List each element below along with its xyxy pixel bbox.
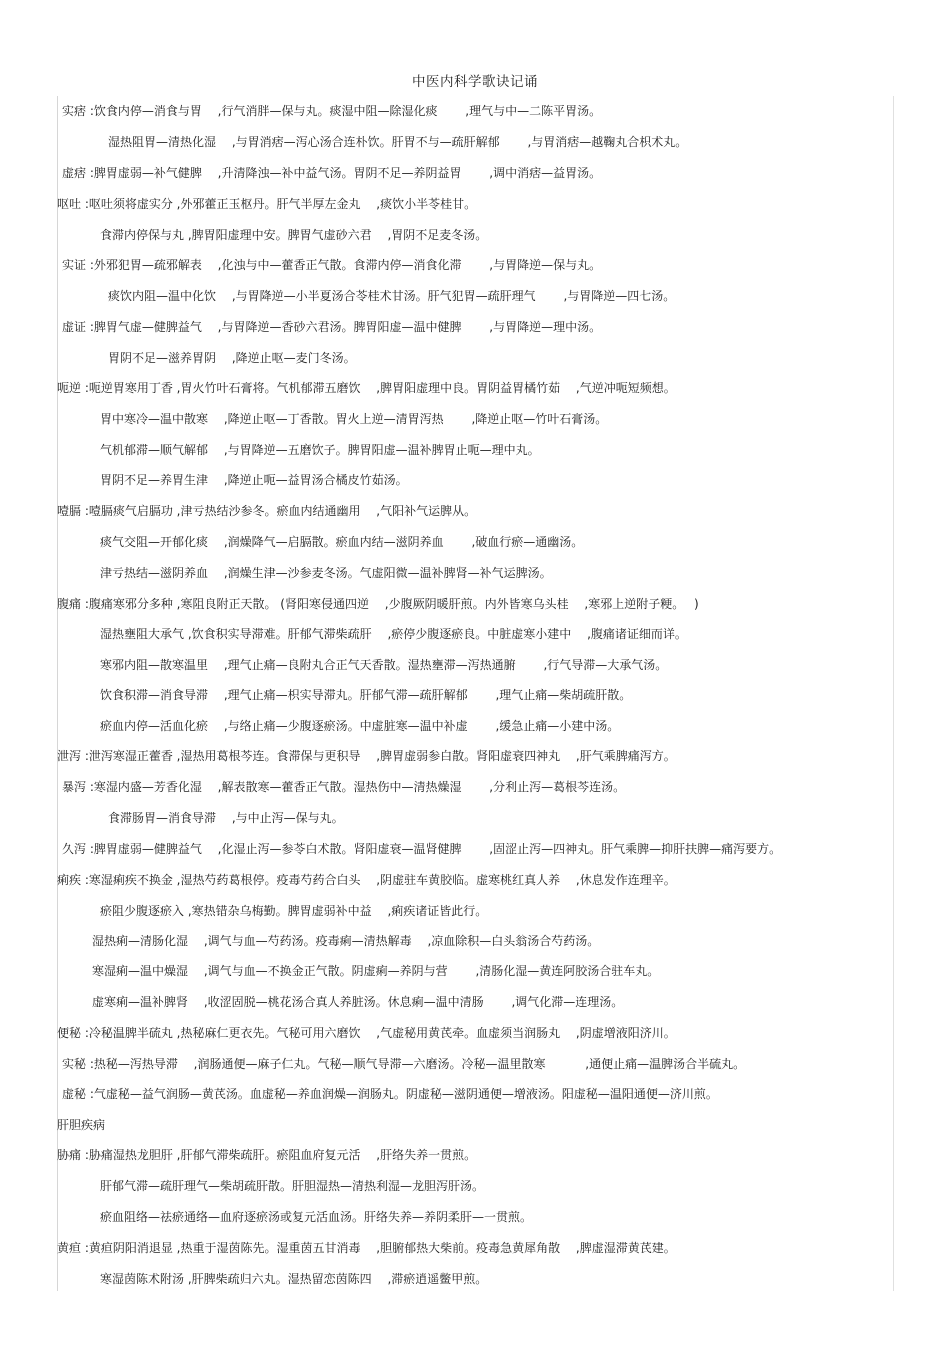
text-line: 寒邪内阻—散寒温里 ,理气止痛—良附丸合正气天香散。湿热壅滞—泻热通腑 ,行气导滞—大承气汤。: [100, 658, 668, 672]
text-line: 痢疾 :寒湿痢疾不换金 ,湿热芍药葛根停。疫毒芍药合白头 ,阴虚驻车黄胶临。虚寒桃红真人养 ,休息发作连理辛。: [57, 873, 676, 887]
text-line: 津亏热结—滋阴养血 ,润燥生津—沙参麦冬汤。气虚阳微—温补脾肾—补气运脾汤。: [100, 566, 552, 580]
text-line: 痰饮内阻—温中化饮 ,与胃降逆—小半夏汤合苓桂术甘汤。肝气犯胃—疏肝理气 ,与胃降逆—四七汤。: [108, 289, 676, 303]
text-line: 暴泻 :寒湿内盛—芳香化湿 ,解表散寒—藿香正气散。湿热伤中—清热燥湿 ,分利止泻—葛根芩连汤。: [62, 780, 626, 794]
text-line: 气机郁滞—顺气解郁 ,与胃降逆—五磨饮子。脾胃阳虚—温补脾胃止呃—理中丸。: [100, 443, 540, 457]
text-line: 胃阴不足—养胃生津 ,降逆止呃—益胃汤合橘皮竹茹汤。: [100, 473, 408, 487]
text-line: 肝郁气滞—疏肝理气—柴胡疏肝散。肝胆湿热—清热利湿—龙胆泻肝汤。: [100, 1179, 485, 1193]
text-line: 泄泻 :泄泻寒湿正藿香 ,湿热用葛根芩连。食滞保与更积导 ,脾胃虚弱参白散。肾阳虚衰四神丸 ,肝气乘脾痛泻方。: [57, 749, 676, 763]
text-line: 寒湿茵陈术附汤 ,肝脾柴疏归六丸。湿热留恋茵陈四 ,滞瘀逍遥鳖甲煎。: [100, 1272, 488, 1286]
text-line: 湿热痢—清肠化湿 ,调气与血—芍药汤。疫毒痢—清热解毒 ,凉血除积—白头翁汤合芍药汤。: [92, 934, 600, 948]
text-line: 食滞肠胃—消食导滞 ,与中止泻—保与丸。: [108, 811, 344, 825]
text-line: 瘀血内停—活血化瘀 ,与络止痛—少腹逐瘀汤。中虚脏寒—温中补虚 ,缓急止痛—小建中汤。: [100, 719, 620, 733]
page-title: 中医内科学歌诀记诵: [412, 74, 538, 90]
text-line: 腹痛 :腹痛寒邪分多种 ,寒阻良附正天散。 (肾阳寒侵通四逆 ,少腹厥阴暖肝煎。内外皆寒乌头桂 ,寒邪上逆附子粳。 ): [57, 597, 699, 611]
text-line: 呃逆 :呃逆胃寒用丁香 ,胃火竹叶石膏将。气机郁滞五磨饮 ,脾胃阳虚理中良。胃阴益胃橘竹茹 ,气逆冲呃短频想。: [57, 381, 676, 395]
text-line: 胁痛 :胁痛湿热龙胆肝 ,肝郁气滞柴疏肝。瘀阻血府复元活 ,肝络失养一贯煎。: [57, 1148, 477, 1162]
text-line: 实证 :外邪犯胃—疏邪解表 ,化浊与中—藿香正气散。食滞内停—消食化滞 ,与胃降逆—保与丸。: [62, 258, 602, 272]
text-line: 虚痞 :脾胃虚弱—补气健脾 ,升清降浊—补中益气汤。胃阴不足—养阴益胃 ,调中消痞—益胃汤。: [62, 166, 602, 180]
text-line: 胃阴不足—滋养胃阴 ,降逆止呕—麦门冬汤。: [108, 351, 356, 365]
text-line: 噎膈 :噎膈痰气启膈功 ,津亏热结沙参冬。瘀血内结通幽用 ,气阳补气运脾从。: [57, 504, 477, 518]
text-line: 虚证 :脾胃气虚—健脾益气 ,与胃降逆—香砂六君汤。脾胃阳虚—温中健脾 ,与胃降逆—理中汤。: [62, 320, 602, 334]
text-line: 实秘 :热秘—泻热导滞 ,润肠通便—麻子仁丸。气秘—顺气导滞—六磨汤。冷秘—温里散寒 ,通便止痛—温脾汤合半硫丸。: [62, 1057, 746, 1071]
text-line: 呕吐 :呕吐须将虚实分 ,外邪藿正玉枢丹。肝气半厚左金丸 ,痰饮小半苓桂甘。: [57, 197, 477, 211]
text-line: 饮食积滞—消食导滞 ,理气止痛—枳实导滞丸。肝郁气滞—疏肝解郁 ,理气止痛—柴胡疏肝散。: [100, 688, 632, 702]
text-line: 实痞 :饮食内停—消食与胃 ,行气消胖—保与丸。痰湿中阻—除湿化痰 ,理气与中—二陈平胃汤。: [62, 104, 602, 118]
text-line: 湿热阻胃—清热化湿 ,与胃消痞—泻心汤合连朴饮。肝胃不与—疏肝解郁 ,与胃消痞—越鞠丸合枳术丸。: [108, 135, 688, 149]
text-line: 便秘 :冷秘温脾半硫丸 ,热秘麻仁更衣先。气秘可用六磨饮 ,气虚秘用黄芪牵。血虚须当润肠丸 ,阴虚增液阳济川。: [57, 1026, 676, 1040]
text-line: 久泻 :脾胃虚弱—健脾益气 ,化湿止泻—参苓白术散。肾阳虚衰—温肾健脾 ,固涩止泻—四神丸。肝气乘脾—抑肝扶脾—痛泻要方。: [62, 842, 782, 856]
text-line: 痰气交阻—开郁化痰 ,润燥降气—启膈散。瘀血内结—滋阴养血 ,破血行瘀—通幽汤。: [100, 535, 584, 549]
text-line: 虚秘 :气虚秘—益气润肠—黄芪汤。血虚秘—养血润燥—润肠丸。阴虚秘—滋阴通便—增液汤。阳虚秘—温阳通便—济川煎。: [62, 1087, 718, 1101]
text-line: 黄疸 :黄疸阴阳消退显 ,热重于湿茵陈先。湿重茵五甘消毒 ,胆腑郁热大柴前。疫毒急黄犀角散 ,脾虚湿滞黄芪建。: [57, 1241, 676, 1255]
text-line: 胃中寒冷—温中散寒 ,降逆止呕—丁香散。胃火上逆—清胃泻热 ,降逆止呕—竹叶石膏汤。: [100, 412, 608, 426]
text-line: 瘀阻少腹逐瘀入 ,寒热错杂乌梅勤。脾胃虚弱补中益 ,痢疾诸证皆此行。: [100, 904, 488, 918]
text-line: 瘀血阻络—祛瘀通络—血府逐瘀汤或复元活血汤。肝络失养—养阴柔肝—一贯煎。: [100, 1210, 533, 1224]
text-line: 食滞内停保与丸 ,脾胃阳虚理中安。脾胃气虚砂六君 ,胃阴不足麦冬汤。: [100, 228, 488, 242]
text-line: 湿热壅阻大承气 ,饮食积实导滞难。肝郁气滞柴疏肝 ,瘀停少腹逐瘀良。中脏虚寒小建中 ,腹痛诸证细而详。: [100, 627, 687, 641]
section-heading: 肝胆疾病: [57, 1118, 106, 1132]
text-line: 寒湿痢—温中燥湿 ,调气与血—不换金正气散。阴虚痢—养阴与营 ,清肠化湿—黄连阿胶汤合驻车丸。: [92, 964, 660, 978]
text-line: 虚寒痢—温补脾肾 ,收涩固脱—桃花汤合真人养脏汤。休息痢—温中清肠 ,调气化滞—连理汤。: [92, 995, 624, 1009]
